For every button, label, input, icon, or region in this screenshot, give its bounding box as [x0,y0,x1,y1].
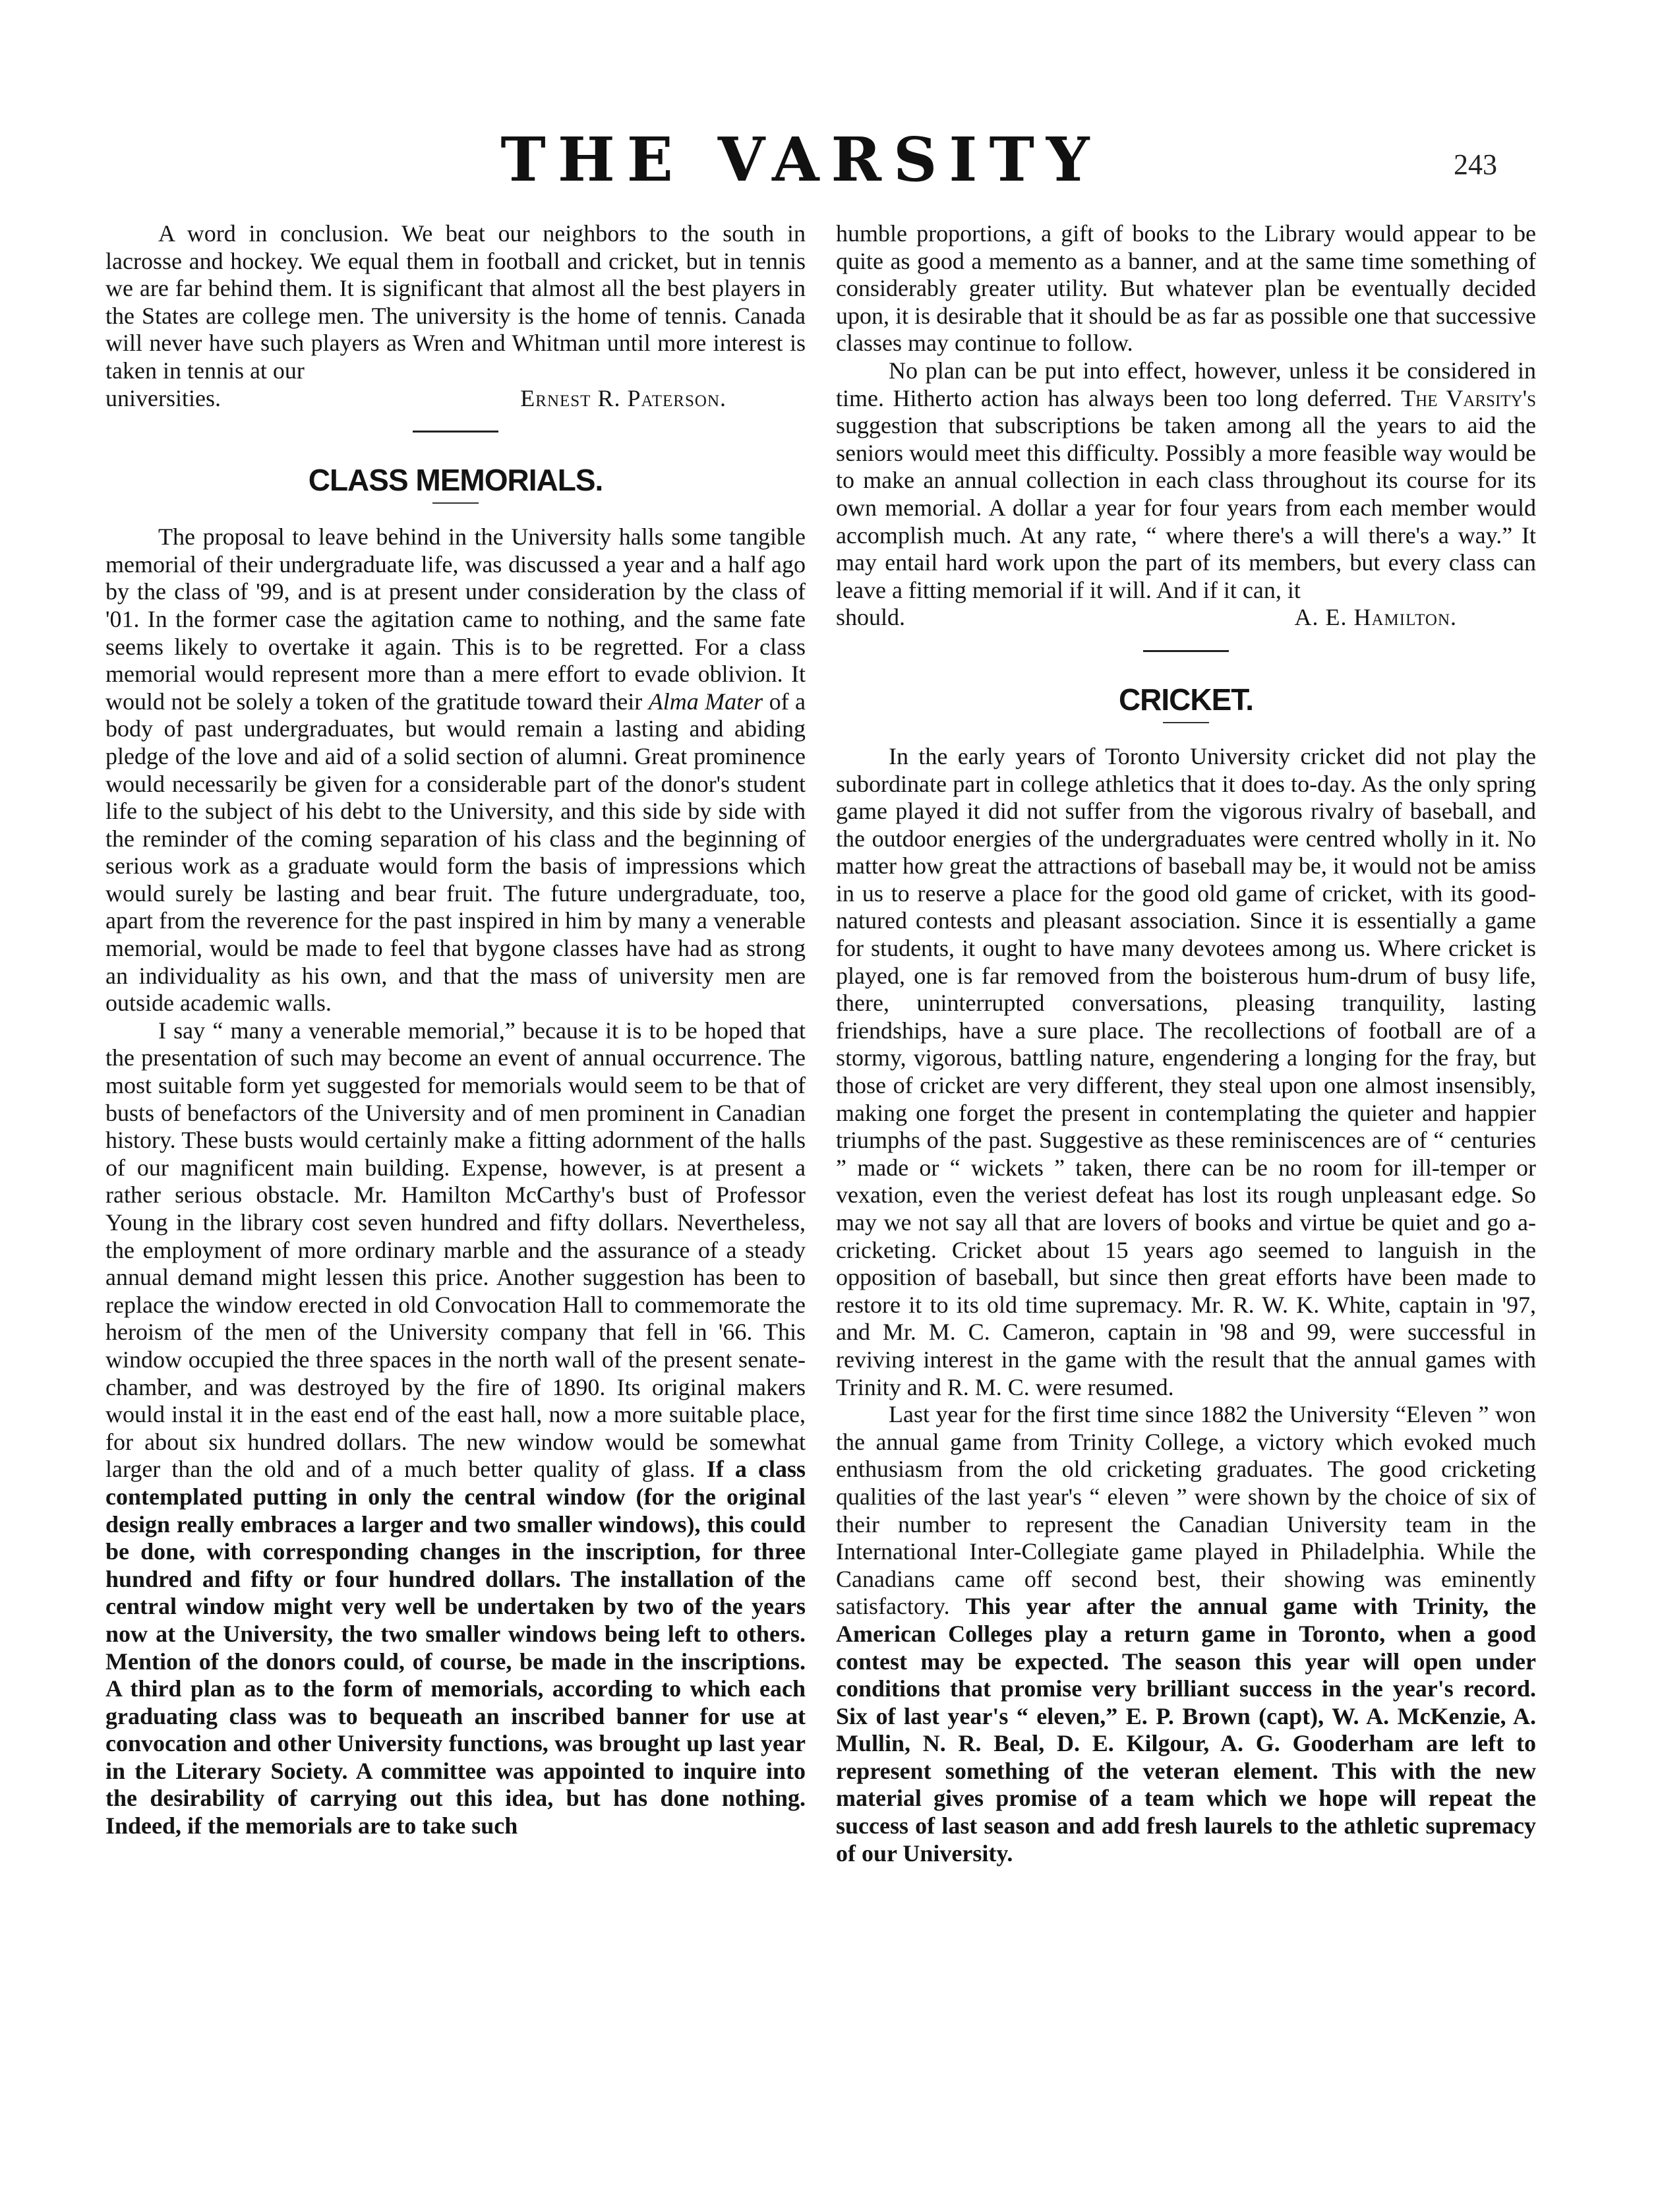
intro-paragraph [105,220,806,385]
heading-underline [432,502,479,504]
cm-signature-line [836,604,1536,632]
intro-signature-line [105,385,806,413]
heading-underline [1163,722,1209,723]
intro-last-line: universities. [105,384,221,411]
right-column [836,220,1536,1867]
class-memorials-paragraph-2 [105,1017,806,1840]
masthead [0,124,1658,196]
cricket-paragraph-1 [836,743,1536,1401]
cm-p2-text: I say “ many a venerable memorial,” because it is to be hoped that the presentation of such may become an event of annual occurrence. The most suitable form yet suggested for memorials would seem to be that of busts of benefactors of the University and of men prominent in Canadian history. These busts would certainly make a fitting adornment of the halls of our magnificent main building. Expense, however, is at present a rather serious obstacle. Mr. Hamilton McCarthy's bust of Professor Young in the library cost seven hundred and fifty dollars. Nevertheless, the employment of more ordinary marble and the assurance of a steady annual demand might lessen this price. Another suggestion has been to replace the window erected in old Convocation Hall to commemorate the heroism of the men of the University company that fell in '66. This window occupied the three spaces in the north wall of the present senate-chamber, and was destroyed by the fire of 1890. Its original makers would instal it in the east end of the east hall, now a more suitable place, for about six hundred dollars. The new window would be somewhat larger than the old and of a much better quality of glass. [105,1017,806,1483]
cm-signature: A. E. Hamilton. [1294,604,1457,631]
intro-signature: Ernest R. Paterson. [520,384,726,411]
page-number: 243 [1454,148,1497,181]
cricket-heading: CRICKET. [1118,682,1254,717]
cm-p1-text-b: of a body of past undergraduates, but would remain a lasting and abiding pledge of the love and aid of a solid section of alumni. Great prominence would necessarily be given for a considerable part of the donor's student life to the subject of his debt to the University, and this side by side with the reminder of the coming separation of his class and the beginning of serious work as a graduate would form the basis of impressions which would surely be lasting and bear fruit. The future undergraduate, too, apart from the reverence for the past inspired in him by many a venerable memorial, would be made to feel that bygone classes have had as strong an individuality as his own, and that the mass of university men are outside academic walls. [105,688,806,1017]
cricket-p2-text: Last year for the first time since 1882 the University “Eleven ” won the annual game from Trinity College, a victory which evoked much enthusiasm from the old cricketing graduates. The good cricketing qualities of the last year's “ eleven ” were shown by the choice of six of their number to represent the Canadian University team in the International Inter-Collegiate game played in Philadelphia. While the Canadians came off second best, their showing was eminently satisfactory. [836,1401,1536,1620]
alma-mater-italic: Alma Mater [648,688,763,715]
cm-p3-text: humble proportions, a gift of books to the Library would appear to be quite as good a memento as a banner, and at the same time something of considerably greater utility. But whatever plan be eventually decided upon, it is desirable that it should be as far as possible one that successive classes may continue to follow. [836,220,1536,357]
varsity-small-caps: The Varsity's [1401,384,1537,411]
cricket-paragraph-2 [836,1401,1536,1867]
cm-p4-text-a: No plan can be put into effect, however, unless it be considered in time. Hitherto action has always been too long deferred. [836,357,1536,411]
intro-paragraph-text: A word in conclusion. We beat our neighbors to the south in lacrosse and hockey. We equal them in football and cricket, but in tennis we are far behind them. It is significant that almost all the best players in the States are college men. The university is the home of tennis. Canada will never have such players as Wren and Whitman until more interest is taken in tennis at our [105,220,806,384]
class-memorials-paragraph-1 [105,523,806,1017]
section-divider [413,431,498,433]
class-memorials-paragraph-4 [836,357,1536,604]
cm-last-line: should. [836,604,906,631]
cm-p2-bold-text: If a class contemplated putting in only the central window (for the original design really embraces a larger and two smaller windows), this could be done, with corresponding changes in the inscription, for three hundred and fifty or four hundred dollars. The installation of the central window might very well be undertaken by two of the years now at the University, the two smaller windows being left to others. Mention of the donors could, of course, be made in the inscriptions. A third plan as to the form of memorials, according to which each graduating class was to bequeath an inscribed banner for use at convocation and other University functions, was brought up last year in the Literary Society. A committee was appointed to inquire into the desirability of carrying out this idea, but has done nothing. Indeed, if the memorials are to take such [105,1456,806,1839]
class-memorials-paragraph-3 [836,220,1536,357]
class-memorials-heading: CLASS MEMORIALS. [308,463,603,498]
cm-p1-text-a: The proposal to leave behind in the University halls some tangible memorial of their undergraduate life, was discussed a year and a half ago by the class of '99, and is at present under consideration by the class of '01. In the former case the agitation came to nothing, and the same fate seems likely to overtake it again. This is to be regretted. For a class memorial would represent more than a mere effort to evade oblivion. It would not be solely a token of the gratitude toward their [105,523,806,715]
section-divider [1143,650,1229,652]
newspaper-title: THE VARSITY [500,124,1102,195]
cm-p4-text-b: suggestion that subscriptions be taken among all the years to aid the seniors would meet this difficulty. Possibly a more feasible way would be to make an annual collection in each class throughout its course for its own memorial. A dollar a year for four years from each member would accomplish much. At any rate, “ where there's a will there's a way.” It may entail hard work upon the part of its members, but every class can leave a fitting memorial if it will. And if it can, it [836,412,1536,603]
cricket-p2-bold-text: This year after the annual game with Trinity, the American Colleges play a return game in Toronto, when a good contest may be expected. The season this year will open under conditions that promise very brilliant success in the year's record. Six of last year's “ eleven,” E. P. Brown (capt), W. A. McKenzie, A. Mullin, N. R. Beal, D. E. Kilgour, A. G. Gooderham are left to represent something of the veteran element. This with the new material gives promise of a team which we hope will repeat the success of last season and add fresh laurels to the athletic supremacy of our University. [836,1593,1537,1867]
left-column [105,220,806,1840]
cricket-p1-text: In the early years of Toronto University cricket did not play the subordinate part in college athletics that it does to-day. As the only spring game played it did not suffer from the vigorous rivalry of baseball, and the outdoor energies of the undergraduates were centred wholly in it. No matter how great the attractions of baseball may be, it would not be amiss in us to reserve a place for the good old game of cricket, with its good-natured contests and pleasant association. Since it is essentially a game for students, it ought to have many devotees among us. Where cricket is played, one is far removed from the boisterous hum-drum of busy life, there, uninterrupted conversations, pleasing tranquility, lasting friendships, have a sure place. The recollections of football are of a stormy, vigorous, battling nature, engendering a longing for the fray, but those of cricket are very different, they steal upon one almost insensibly, making one forget the present in contemplating the quieter and happier triumphs of the past. Suggestive as these reminiscences are of “ centuries ” made or “ wickets ” taken, there can be no room for ill-temper or vexation, even the veriest defeat has lost its rough unpleasant edge. So may we not say all that are lovers of books and virtue be quiet and go a-cricketing. Cricket about 15 years ago seemed to languish in the opposition of baseball, but since then great efforts have been made to restore it to its old time supremacy. Mr. R. W. K. White, captain in '97, and Mr. M. C. Cameron, captain in '98 and 99, were successful in reviving interest in the game with the result that the annual games with Trinity and R. M. C. were resumed. [836,742,1536,1400]
